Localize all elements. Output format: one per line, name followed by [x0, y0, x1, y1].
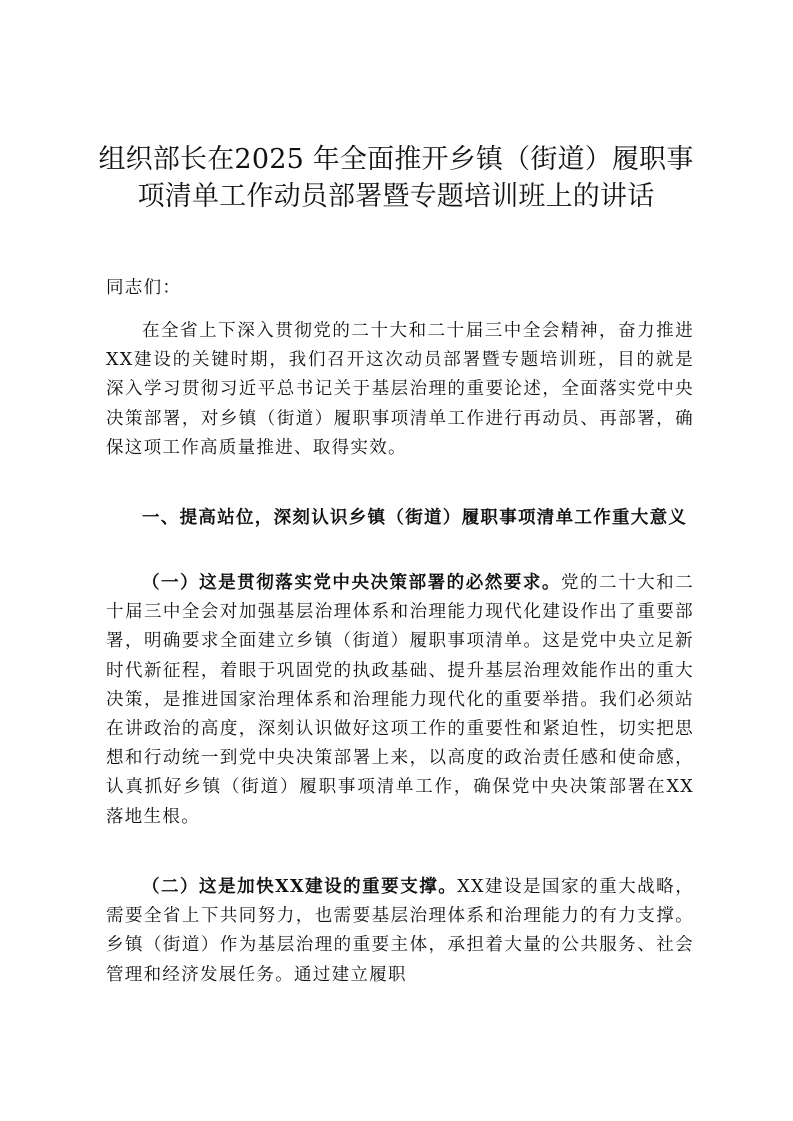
subsection-paragraph-2 — [106, 873, 694, 990]
section-heading-1: 一、提高站位，深刻认识乡镇（街道）履职事项清单工作重大意义 — [142, 508, 688, 528]
subsection-lead-1: （一）这是贯彻落实党中央决策部署的必然要求。 — [142, 573, 561, 593]
opening-paragraph: 在全省上下深入贯彻党的二十大和二十届三中全会精神，奋力推进XX建设的关键时期，我们召开这次动员部署暨专题培训班，目的就是深入学习贯彻习近平总书记关于基层治理的重要论述，全面落实党中央决策部署，对乡镇（街道）履职事项清单工作进行再动员、再部署，确保这项工作高质量推进、取得实效。 — [106, 321, 694, 458]
subsection-text-2: XX建设是国家的重大战略，需要全省上下共同努力，也需要基层治理体系和治理能力的有力支撑。乡镇（街道）作为基层治理的重要主体，承担着大量的公共服务、社会管理和经济发展任务。通过建立履职 — [106, 877, 694, 985]
greeting: 同志们： — [106, 278, 182, 298]
document-title: 组织部长在2025 年全面推开乡镇（街道）履职事项清单工作动员部署暨专题培训班上的讲话 — [98, 144, 694, 212]
subsection-text-1: 党的二十大和二十届三中全会对加强基层治理体系和治理能力现代化建设作出了重要部署，明确要求全面建立乡镇（街道）履职事项清单。这是党中央立足新时代新征程，着眼于巩固党的执政基础、提升基层治理效能作出的重大决策，是推进国家治理体系和治理能力现代化的重要举措。我们必须站在讲政治的高度，深刻认识做好这项工作的重要性和紧迫性，切实把思想和行动统一到党中央决策部署上来，以高度的政治责任感和使命感，认真抓好乡镇（街道）履职事项清单工作，确保党中央决策部署在XX落地生根。 — [106, 573, 694, 827]
subsection-paragraph-1 — [106, 569, 694, 832]
subsection-lead-2: （二）这是加快XX建设的重要支撑。 — [142, 877, 458, 897]
